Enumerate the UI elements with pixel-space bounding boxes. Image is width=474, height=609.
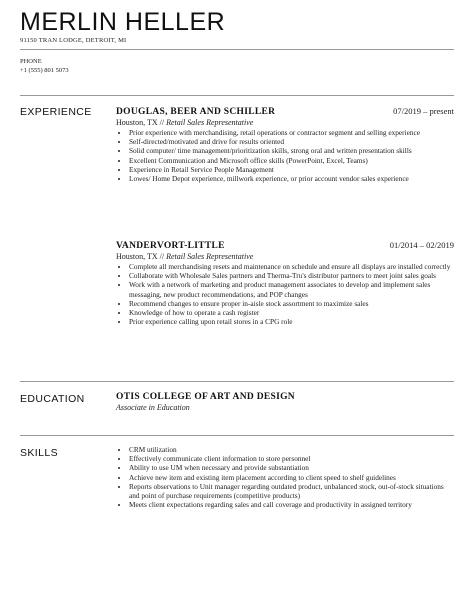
list-item: • Work with a network of marketing and product management associates to develop and implement sales messaging, new product recommendations, and POP changes bbox=[129, 280, 454, 298]
phone-label: PHONE bbox=[20, 58, 42, 65]
list-item: • Meets client expectations regarding sales and call coverage and productivity in assigned territory bbox=[129, 500, 454, 509]
job-2-header bbox=[116, 240, 454, 251]
list-item: • Knowledge of how to operate a cash register bbox=[129, 308, 454, 317]
list-item: • Prior experience with merchandising, retail operations or contractor segment and selling experience bbox=[129, 128, 454, 137]
list-item: • Lowes/ Home Depot experience, millwork experience, or prior account vendor sales experience bbox=[129, 174, 454, 183]
list-item: • Experience in Retail Service People Management bbox=[129, 165, 454, 174]
job-1-header bbox=[116, 106, 454, 117]
job-1-company: DOUGLAS, BEER AND SCHILLER bbox=[116, 107, 276, 117]
job-1-title: Retail Sales Representative bbox=[166, 118, 254, 127]
job-2-bullets bbox=[116, 262, 454, 326]
skills-list bbox=[116, 445, 454, 509]
list-item: • Achieve new item and existing item placement according to client speed to shelf guidelines bbox=[129, 473, 454, 482]
job-2 bbox=[116, 240, 454, 326]
job-2-dates: 01/2014 – 02/2019 bbox=[389, 240, 454, 250]
job-1-location-line bbox=[116, 118, 454, 127]
list-item: • Solid computer/ time management/prioritization skills, strong oral and written presentation skills bbox=[129, 146, 454, 155]
list-item: • Prior experience calling upon retail stores in a CPG role bbox=[129, 317, 454, 326]
section-label-education: EDUCATION bbox=[20, 393, 85, 405]
job-1-bullets bbox=[116, 128, 454, 183]
divider-education bbox=[20, 381, 454, 382]
divider-experience bbox=[20, 95, 454, 96]
section-label-skills: SKILLS bbox=[20, 447, 59, 459]
divider-skills bbox=[20, 435, 454, 436]
job-2-location: Houston, TX // bbox=[116, 252, 165, 261]
list-item: • Recommend changes to ensure proper in-aisle stock assortment to maximize sales bbox=[129, 299, 454, 308]
job-2-title: Retail Sales Representative bbox=[166, 252, 254, 261]
address: 91150 TRAN LODGE, DETROIT, MI bbox=[20, 37, 127, 44]
header-divider bbox=[20, 49, 454, 50]
job-1-location: Houston, TX // bbox=[116, 118, 165, 127]
list-item: • Self-directed/motivated and drive for results oriented bbox=[129, 137, 454, 146]
section-label-experience: EXPERIENCE bbox=[20, 106, 92, 118]
job-2-location-line bbox=[116, 252, 454, 261]
education-degree: Associate in Education bbox=[116, 403, 190, 412]
list-item: • Ability to use UM when necessary and provide substantiation bbox=[129, 463, 454, 472]
job-2-company: VANDERVORT-LITTLE bbox=[116, 241, 225, 251]
job-1-dates: 07/2019 – present bbox=[393, 106, 454, 116]
candidate-name: MERLIN HELLER bbox=[20, 8, 226, 36]
list-item: • Collaborate with Wholesale Sales partners and Therma-Tru's distributor partners to meet joint sales goals bbox=[129, 271, 454, 280]
skills-list-container bbox=[116, 445, 454, 509]
education-entry bbox=[116, 392, 454, 412]
list-item: • Effectively communicate client information to store personnel bbox=[129, 454, 454, 463]
list-item: • Reports observations to Unit manager regarding outdated product, unbalanced stock, out-of-stock situations and point of purchase requirements (competitive products) bbox=[129, 482, 454, 500]
job-1 bbox=[116, 106, 454, 183]
list-item: • CRM utilization bbox=[129, 445, 454, 454]
education-school: OTIS COLLEGE OF ART AND DESIGN bbox=[116, 392, 295, 402]
list-item: • Excellent Communication and Microsoft office skills (PowerPoint, Excel, Teams) bbox=[129, 156, 454, 165]
phone-number: +1 (555) 801 5073 bbox=[20, 67, 69, 74]
list-item: • Complete all merchandising resets and maintenance on schedule and ensure all displays are installed correctly bbox=[129, 262, 454, 271]
